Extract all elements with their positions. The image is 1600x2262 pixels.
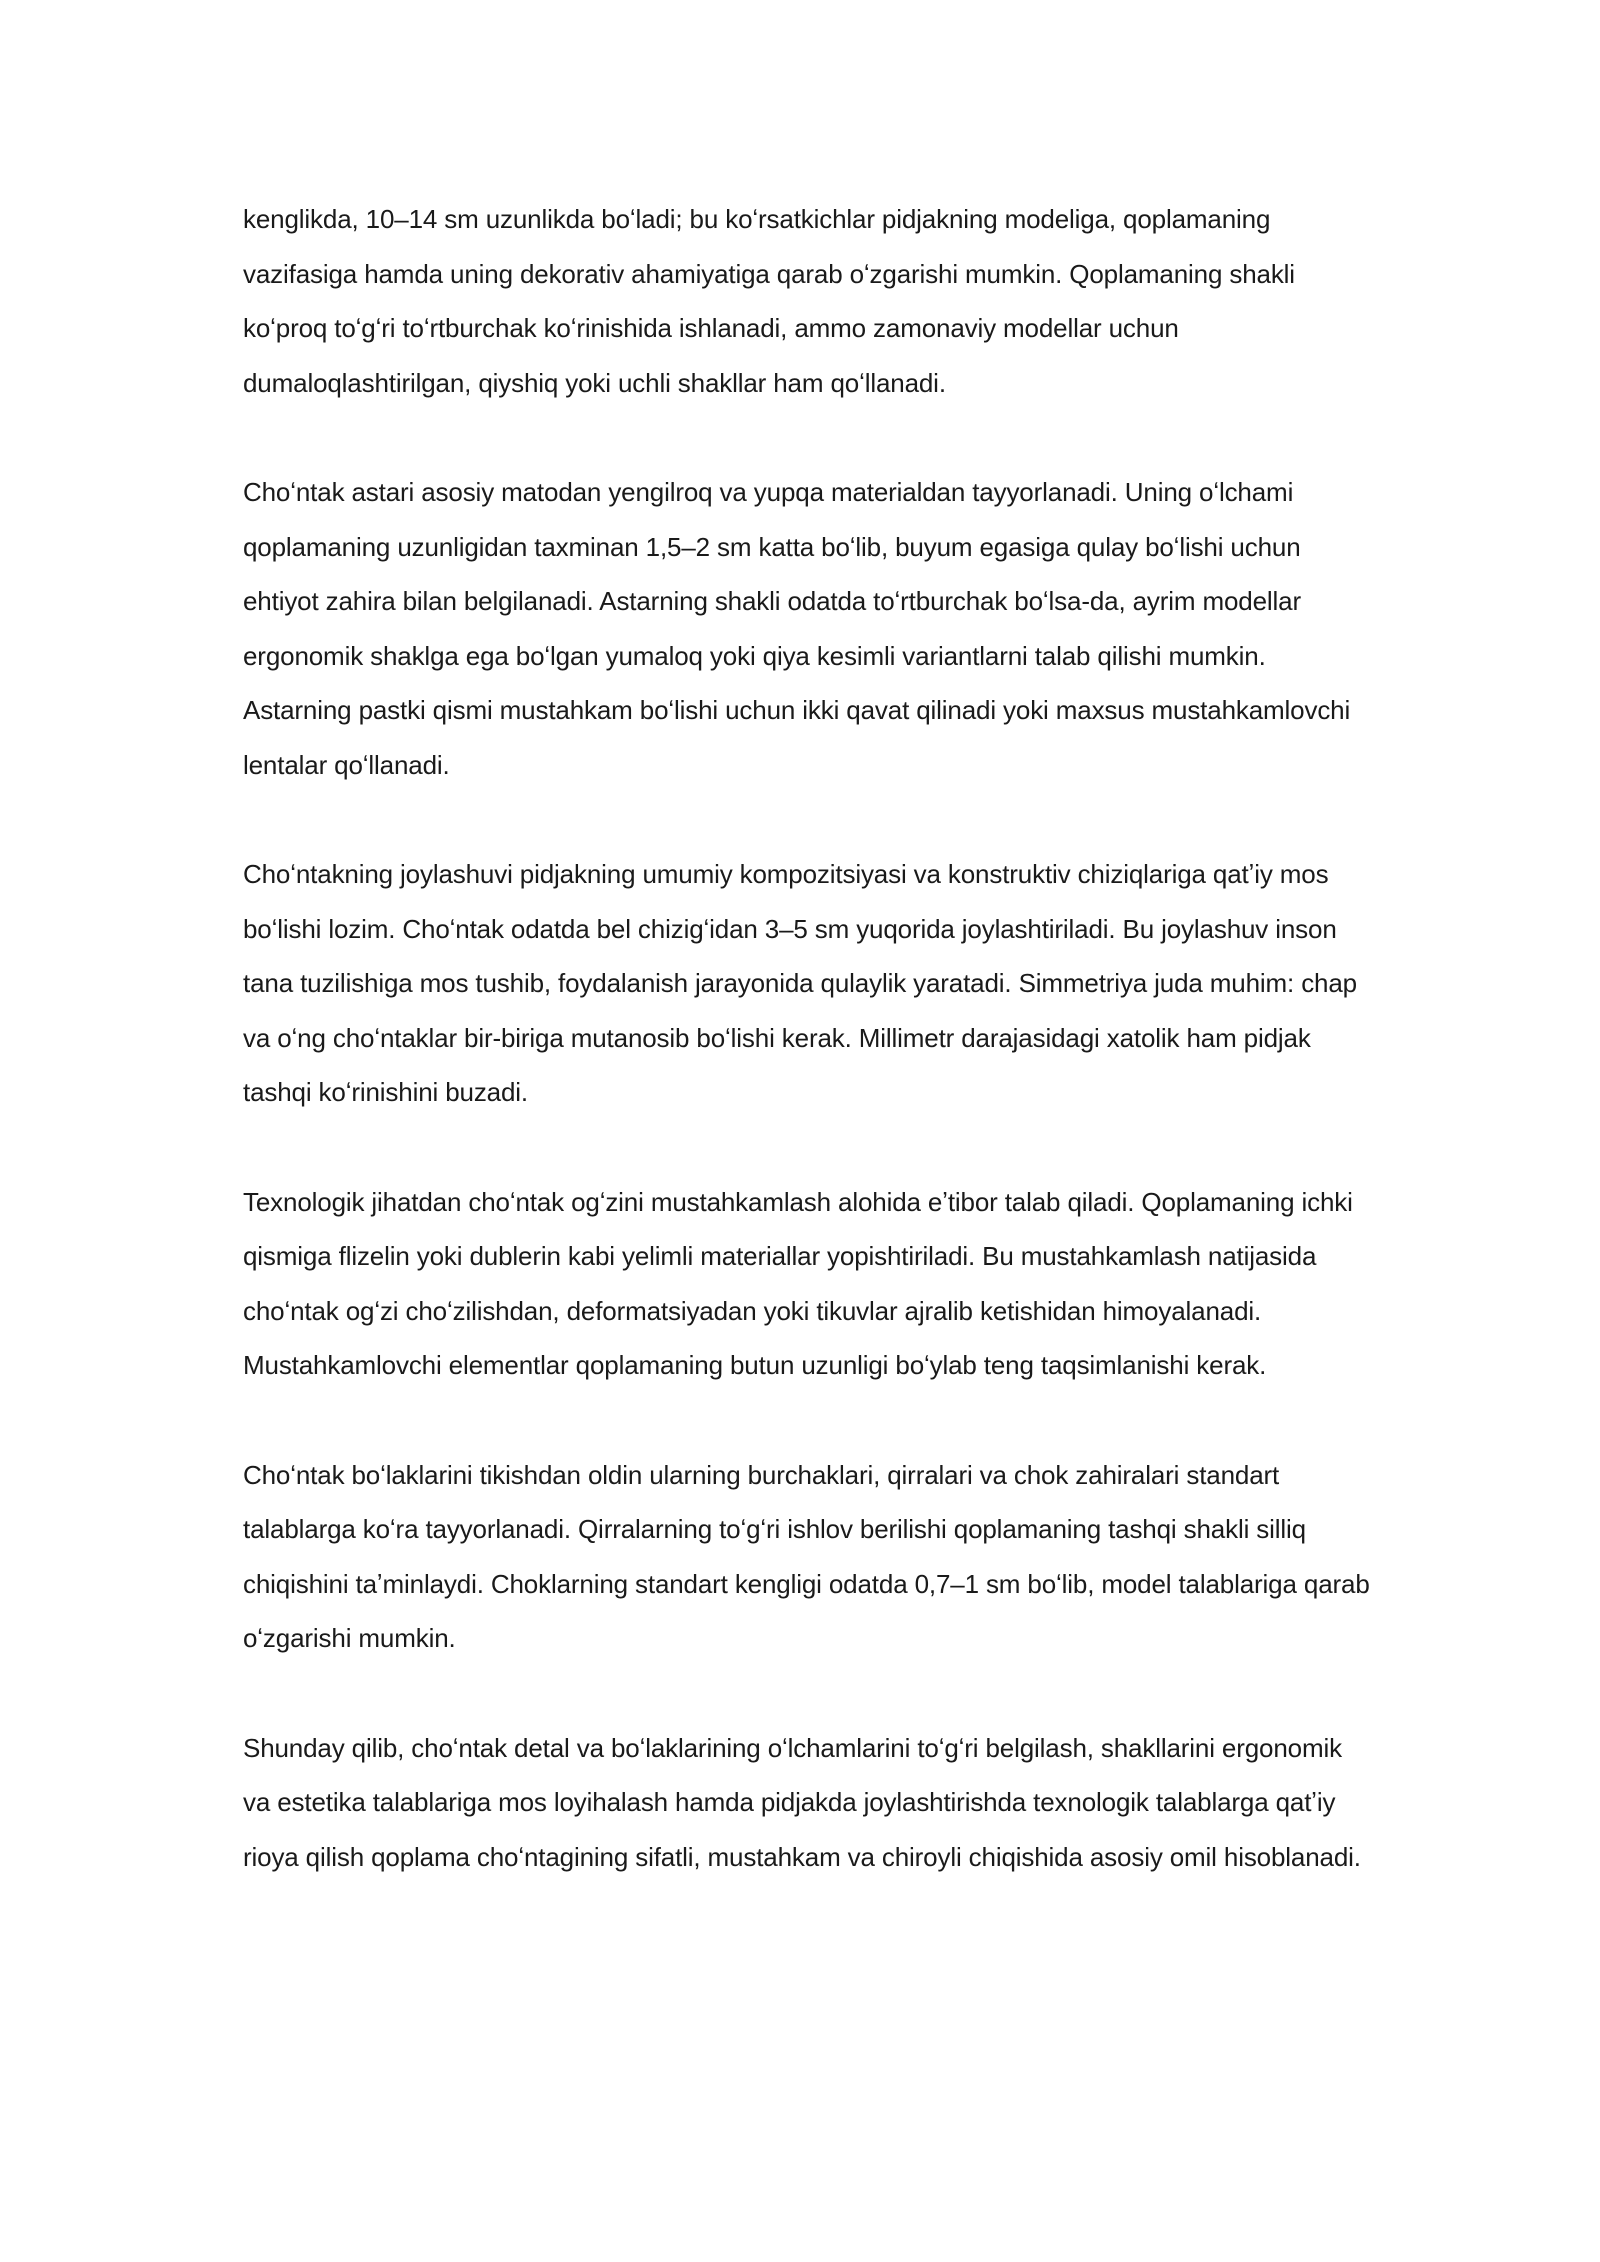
document-body — [243, 192, 1373, 1884]
paragraph-pocket-placement: Choʻntakning joylashuvi pidjakning umumiy kompozitsiyasi va konstruktiv chiziqlariga qatʼiy mos boʻlishi lozim. Choʻntak odatda bel chizigʻidan 3–5 sm yuqorida joylashtiriladi. Bu joylashuv inson tana tuzilishiga mos tushib, foydalanish jarayonida qulaylik yaratadi. Simmetriya juda muhim: chap va oʻng choʻntaklar bir-biriga mutanosib boʻlishi kerak. Millimetr darajasidagi xatolik ham pidjak tashqi koʻrinishini buzadi. — [243, 859, 1357, 1107]
paragraph-pocket-flap-shape: kenglikda, 10–14 sm uzunlikda boʻladi; bu koʻrsatkichlar pidjakning modeliga, qoplamaning vazifasiga hamda uning dekorativ ahamiyatiga qarab oʻzgarishi mumkin. Qoplamaning shakli koʻproq toʻgʻri toʻrtburchak koʻrinishida ishlanadi, ammo zamonaviy modellar uchun dumaloqlashtirilgan, qiyshiq yoki uchli shakllar ham qoʻllanadi. — [243, 204, 1295, 398]
paragraph-pocket-reinforcement: Texnologik jihatdan choʻntak ogʻzini mustahkamlash alohida eʼtibor talab qiladi. Qoplamaning ichki qismiga flizelin yoki dublerin kabi yelimli materiallar yopishtiriladi. Bu mustahkamlash natijasida choʻntak ogʻzi choʻzilishdan, deformatsiyadan yoki tikuvlar ajralib ketishidan himoyalanadi. Mustahkamlovchi elementlar qoplamaning butun uzunligi boʻylab teng taqsimlanishi kerak. — [243, 1186, 1353, 1380]
paragraph-pocket-seam-allowances: Choʻntak boʻlaklarini tikishdan oldin ularning burchaklari, qirralari va chok zahiralari standart talablarga koʻra tayyorlanadi. Qirralarning toʻgʻri ishlov berilishi qoplamaning tashqi shakli silliq chiqishini taʼminlaydi. Choklarning standart kengligi odatda 0,7–1 sm boʻlib, model talablariga qarab oʻzgarishi mumkin. — [243, 1459, 1370, 1653]
paragraph-conclusion: Shunday qilib, choʻntak detal va boʻlaklarining oʻlchamlarini toʻgʻri belgilash, shakllarini ergonomik va estetika talablariga mos loyihalash hamda pidjakda joylashtirishda texnologik talablarga qatʼiy rioya qilish qoplama choʻntagining sifatli, mustahkam va chiroyli chiqishida asosiy omil hisoblanadi. — [243, 1732, 1361, 1872]
paragraph-pocket-lining: Choʻntak astari asosiy matodan yengilroq va yupqa materialdan tayyorlanadi. Uning oʻlchami qoplamaning uzunligidan taxminan 1,5–2 sm katta boʻlib, buyum egasiga qulay boʻlishi uchun ehtiyot zahira bilan belgilanadi. Astarning shakli odatda toʻrtburchak boʻlsa-da, ayrim modellar ergonomik shaklga ega boʻlgan yumaloq yoki qiya kesimli variantlarni talab qilishi mumkin. Astarning pastki qismi mustahkam boʻlishi uchun ikki qavat qilinadi yoki maxsus mustahkamlovchi lentalar qoʻllanadi. — [243, 477, 1351, 780]
